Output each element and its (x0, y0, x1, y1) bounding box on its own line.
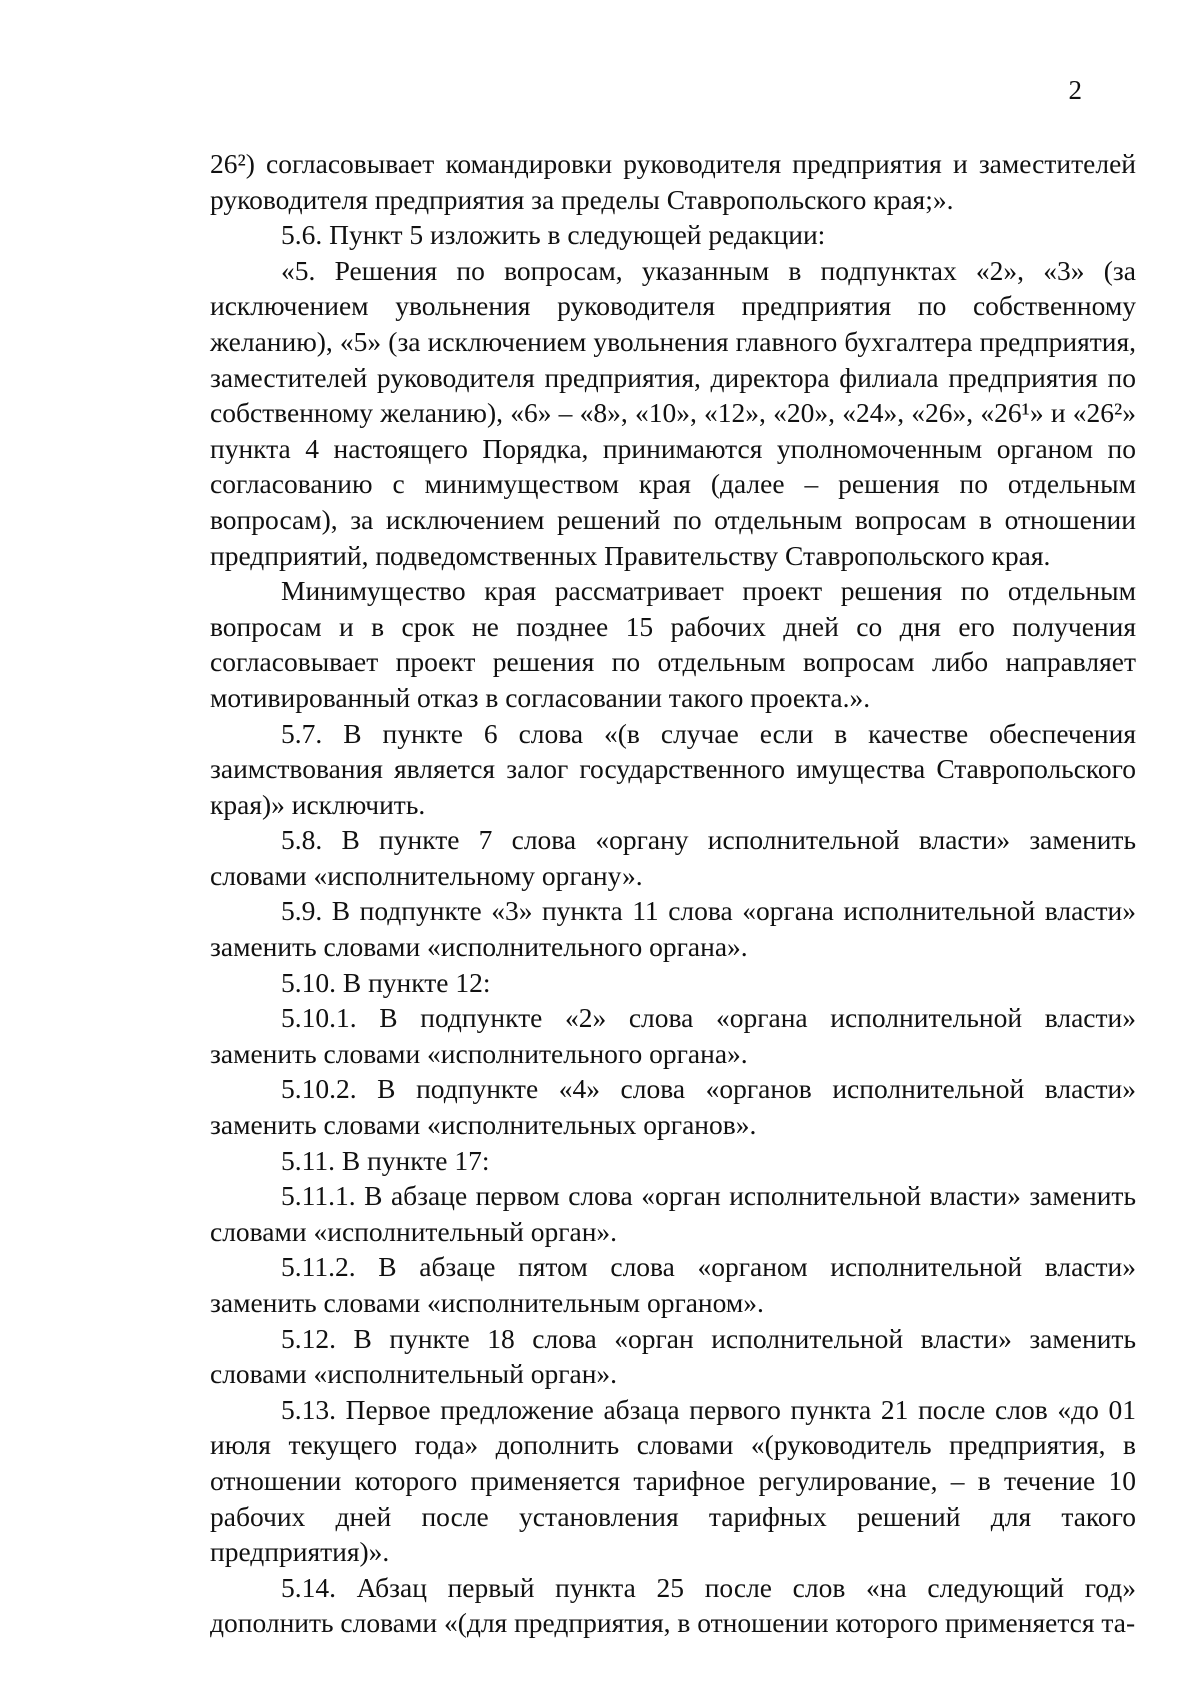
paragraph-5-11: 5.11. В пункте 17: (281, 1144, 490, 1176)
page-number: 2 (1068, 75, 1082, 105)
paragraph-5-10: 5.10. В пункте 12: (281, 966, 491, 998)
paragraph-5-11-2: 5.11.2. В абзаце пятом слова «органом исполнительной власти» заменить словами «исполнительным органом». (210, 1251, 1136, 1318)
paragraph-5-12: 5.12. В пункте 18 слова «орган исполнительной власти» заменить словами «исполнительный орган». (210, 1322, 1136, 1390)
paragraph-5-10-2: 5.10.2. В подпункте «4» слова «органов исполнительной власти» заменить словами «исполнительных органов». (210, 1073, 1136, 1141)
paragraph-5-6: 5.6. Пункт 5 изложить в следующей редакции: (281, 219, 826, 251)
paragraph-5-6-item-5: «5. Решения по вопросам, указанным в подпунктах «2», «3» (за исключением увольнения руководителя предприятия по собственному желанию), «5» (за исключением увольнения главного бухгалтера предприятия, заместителей руководителя предприятия, директора филиала предприятия по собственному желанию), «6» – «8», «10», «12», «20», «24», «26», «26¹» и «26²» пункта 4 настоящего Порядка, принимаются уполномоченным органом по согласованию с минимуществом края (далее – решения по отдельным вопросам), за исключением решений по отдельным вопросам в отношении предприятий, подведомственных Правительству Ставропольского края. (210, 254, 1136, 571)
paragraph-5-8: 5.8. В пункте 7 слова «органу исполнительной власти» заменить словами «исполнительному органу». (210, 824, 1136, 891)
paragraph-5-13: 5.13. Первое предложение абзаца первого пункта 21 после слов «до 01 июля текущего года» дополнить словами «(руководитель предприятия, в отношении которого применяется тарифное регулирование, – в течение 10 рабочих дней после установления тарифных решений для такого предприятия)». (210, 1393, 1136, 1568)
paragraph-5-10-1: 5.10.1. В подпункте «2» слова «органа исполнительной власти» заменить словами «исполнительного органа». (210, 1002, 1136, 1069)
paragraph-5-11-1: 5.11.1. В абзаце первом слова «орган исполнительной власти» заменить словами «исполнительный орган». (210, 1180, 1136, 1247)
document-body (210, 146, 1136, 1641)
paragraph-5-9: 5.9. В подпункте «3» пункта 11 слова «органа исполнительной власти» заменить словами «исполнительного органа». (210, 895, 1136, 963)
paragraph-5-6-minimushchestvo: Минимущество края рассматривает проект решения по отдельным вопросам и в срок не позднее 15 рабочих дней со дня его получения согласовывает проект решения по отдельным вопросам либо направляет мотивированный отказ в согласовании такого проекта.». (210, 575, 1136, 713)
paragraph-5-14: 5.14. Абзац первый пункта 25 после слов «на следующий год» дополнить словами «(для предприятия, в отношении которого применяется та- (210, 1571, 1136, 1639)
paragraph-5-7: 5.7. В пункте 6 слова «(в случае если в качестве обеспечения заимствования является залог государственного имущества Ставропольского края)» исключить. (210, 717, 1136, 820)
paragraph-26-2-continuation: 26²) согласовывает командировки руководителя предприятия и заместителей руководителя предприятия за пределы Ставропольского края;». (210, 148, 1136, 215)
